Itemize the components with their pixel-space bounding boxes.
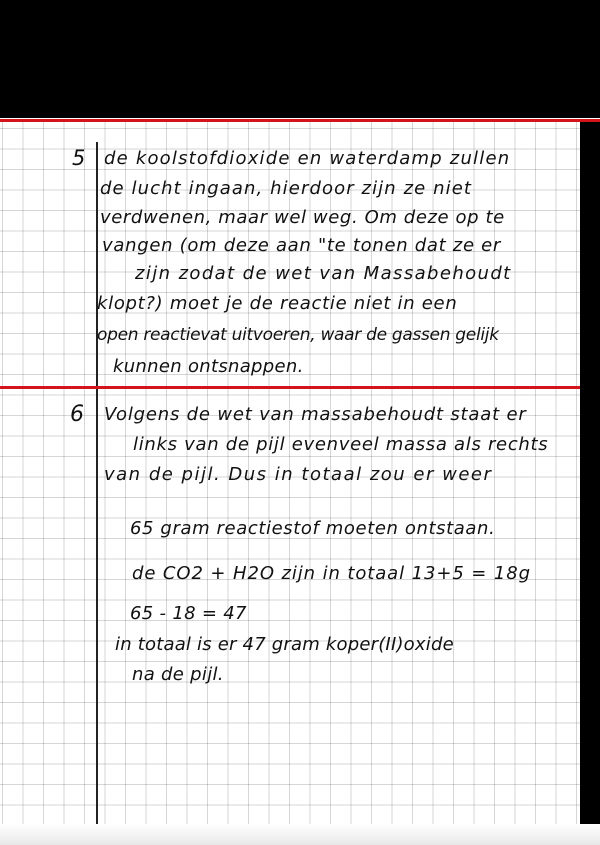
answer-line: de lucht ingaan, hierdoor zijn ze niet <box>100 178 473 199</box>
answer-line: de koolstofdioxide en waterdamp zullen <box>104 148 511 169</box>
answer-line: open reactievat uitvoeren, waar de gassen gelijk <box>97 325 499 345</box>
margin-line <box>96 142 98 824</box>
answer-line: 65 gram reactiestof moeten ontstaan. <box>130 518 496 539</box>
answer-line: vangen (om deze aan "te tonen dat ze er <box>102 235 502 256</box>
header-band <box>0 0 600 118</box>
answer-divider <box>0 386 600 389</box>
answer-line: klopt?) moet je de reactie niet in een <box>97 293 458 314</box>
answer-line: 65 - 18 = 47 <box>130 603 247 624</box>
answer-line: zijn zodat de wet van Massabehoudt <box>135 263 512 284</box>
answer-line: links van de pijl evenveel massa als rechts <box>133 434 549 455</box>
answer-line: in totaal is er 47 gram koper(II)oxide <box>115 634 454 655</box>
answer-line: verdwenen, maar wel weg. Om deze op te <box>100 207 505 228</box>
answer-line: van de pijl. Dus in totaal zou er weer <box>104 464 493 485</box>
scan-right-edge <box>580 122 600 845</box>
answer-line: kunnen ontsnappen. <box>113 356 304 377</box>
answer-line: na de pijl. <box>132 664 224 685</box>
question-number: 6 <box>70 402 84 427</box>
question-number: 5 <box>72 146 86 170</box>
answer-line: de CO2 + H2O zijn in totaal 13+5 = 18g <box>132 563 531 584</box>
answer-line: Volgens de wet van massabehoudt staat er <box>104 404 527 425</box>
scan-bottom-shade <box>0 824 600 845</box>
